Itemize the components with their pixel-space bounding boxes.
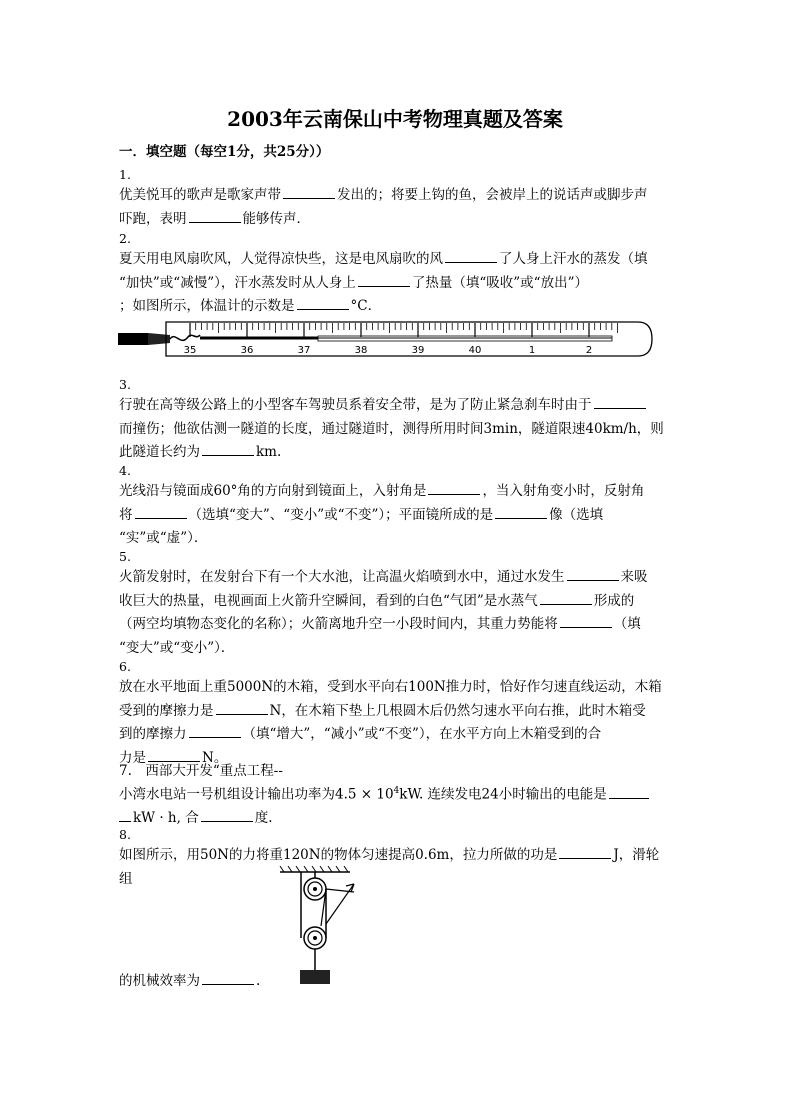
capillary-constriction [170, 335, 200, 340]
answer-blank [358, 274, 410, 287]
answer-blank [202, 972, 254, 985]
question-number: 7. 西部大开发“重点工程-- [119, 763, 283, 779]
answer-blank [567, 568, 619, 581]
question-number: 2. [119, 231, 131, 246]
answer-blank [148, 749, 200, 762]
tick-label: 39 [411, 345, 425, 356]
tick-label: 35 [183, 345, 197, 356]
question-7: 7. 西部大开发“重点工程-- 小湾水电站一号机组设计输出功率为$4.5 \times 10^4kW$. 连续发电24小时输出的电能是 kW · h, 合 度. [119, 762, 671, 831]
answer-blank-continued [119, 809, 131, 822]
section-heading: 一．填空题（每空1分，共25分）） [119, 144, 330, 160]
answer-blank [297, 297, 349, 310]
tick-label: 38 [354, 345, 368, 356]
answer-blank [609, 786, 649, 799]
page-title: 2003年云南保山中考物理真题及答案 [227, 107, 563, 131]
answer-blank [216, 702, 268, 715]
tick-label: 2 [585, 345, 593, 356]
question-6: 6. 放在水平地面上重5000N的木箱，受到水平向右100N推力时，恰好作匀速直线运动，木箱 受到的摩擦力是 N，在木箱下垫上几根圆木后仍然匀速水平向右推，此时木箱受 到的摩擦力 （填“增大”，“减小”或“不变”），在水平方向上木箱受到的合 力是 N。 [119, 658, 671, 770]
question-3: 3. 行驶在高等级公路上的小型客车驾驶员系着安全带，是为了防止紧急刹车时由于 而撞伤；他欲估测一隧道的长度，通过隧道时，测得所用时间3min，隧道限速40km/h，则 此隧道长约为 km. [119, 376, 671, 465]
tick-label: 37 [297, 345, 311, 356]
answer-blank [540, 592, 592, 605]
question-2: 2. 夏天用电风扇吹风，人觉得凉快些，这是电风扇吹的风 了人身上汗水的蒸发（填 “加快”或“减慢”），汗水蒸发时从人身上 了热量（填“吸收”或“放出”） ；如图所示，体温计的示数是 °C． [119, 230, 671, 319]
tick-label: 40 [468, 345, 482, 356]
question-number: 1. [119, 167, 131, 182]
thermometer-figure [118, 318, 658, 360]
answer-blank [559, 846, 611, 859]
question-number: 4. [119, 463, 131, 478]
question-8: 8. 如图所示，用50N的力将重120N的物体匀速提高0.6m，拉力所做的功是 J，滑轮组 [119, 826, 671, 891]
question-4: 4. 光线沿与镜面成60°角的方向射到镜面上，入射角是 ，当入射角变小时，反射角 将 （选填“变大”、“变小”或“不变”）；平面镜所成的是 像（选填 “实”或“虚”）． [119, 462, 671, 551]
tick-label: 36 [240, 345, 254, 356]
thermometer-scale [190, 323, 618, 337]
answer-blank [495, 506, 547, 519]
thermometer-scale-labels [184, 345, 593, 356]
answer-blank [283, 186, 335, 199]
answer-blank [594, 396, 646, 409]
question-8-continued: 的机械效率为 . [119, 973, 261, 989]
answer-blank [135, 506, 187, 519]
answer-blank [445, 250, 497, 263]
answer-blank [189, 725, 241, 738]
question-number: 6. [119, 659, 131, 674]
answer-blank [189, 210, 241, 223]
question-5: 5. 火箭发射时，在发射台下有一个大水池，让高温火焰喷到水中，通过水发生 来吸 收巨大的热量，电视画面上火箭升空瞬间，看到的白色“气团”是水蒸气 形成的 （两空均填物态变化的名称）；火箭离地升空一小段时间内，其重力势能将 （填 “变大”或“变小”）． [119, 548, 671, 660]
thermometer-bulb [118, 333, 148, 345]
answer-blank [560, 615, 612, 628]
tick-label: 1 [528, 345, 536, 356]
answer-blank [428, 482, 480, 495]
answer-blank [202, 443, 254, 456]
question-number: 8. [119, 827, 131, 842]
question-number: 5. [119, 549, 131, 564]
question-1: 1. 优美悦耳的歌声是歌家声带 发出的；将要上钩的鱼，会被岸上的说话声或脚步声 吓跑，表明 能够传声． [119, 166, 671, 231]
answer-blank [201, 809, 253, 822]
question-number: 3. [119, 377, 131, 392]
